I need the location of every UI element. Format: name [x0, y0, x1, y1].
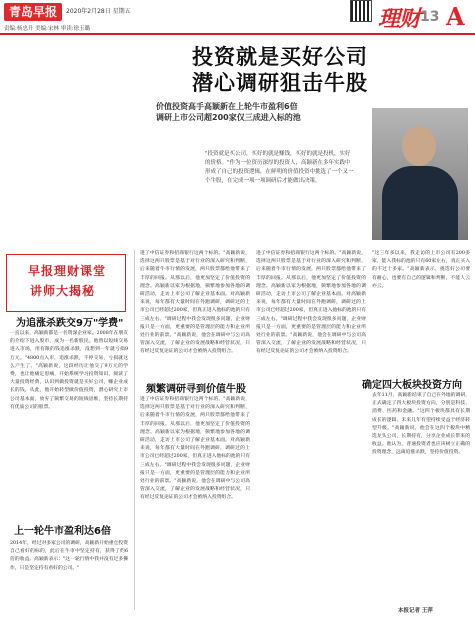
portrait-head: [402, 126, 436, 166]
section-heading-profit: 上一轮牛市盈利达6倍: [14, 526, 111, 537]
body-text-right-top: "这三年多以来，我走访的上市公司有200多家，能入我标的池的只有60家左右，真正买入的不过十多家。"高颖新表示，挑选好公司要有耐心，也要有自己的逻辑和判断，不能人云亦云。: [372, 251, 470, 289]
reporter-byline: 本报记者 王萍: [398, 608, 433, 614]
body-text-middle: 进了中信证券和招商银行这两个标的。"高颖新说，选择这两只股票是基于对行业的深入研究和判断，后来随着牛市行情的发展，两只股票都给他带来了丰厚的回报。从那以后，他更加坚定了价值投资的理念。高颖新以家为根据地，频繁地参加各地的调研活动，走访上市公司了解企业基本面。对高颖新来说，每年都有大量时间在外跑调研，调研过的上市公司已经超过200家，但真正进入他标的池的只有三成左右。"调研过程中我会发现很多问题，企业财报只是一方面，更重要的是管理层的能力和企业所处行业的前景。"高颖新说，他会在调研中与公司高管深入交流，了解企业的发展战略和经营状况，只有经过反复论证的公司才会被纳入投资组合。: [140, 397, 250, 501]
section-heading-research: 频繁调研寻到价值牛股: [146, 384, 246, 395]
body-text-center: 进了中信证券和招商银行这两个标的。"高颖新说，选择这两只股票是基于对行业的深入研究和判断，后来随着牛市行情的发展，两只股票都给他带来了丰厚的回报。从那以后，他更加坚定了价值投资的理念。高颖新以家为根据地，频繁地参加各地的调研活动，走访上市公司了解企业基本面。对高颖新来说，每年都有大量时间在外跑调研，调研过的上市公司已经超过200家，但真正进入他标的池的只有三成左右。"调研过程中我会发现很多问题，企业财报只是一方面，更重要的是管理层的能力和企业所处行业的前景。"高颖新说，他会在调研中与公司高管深入交流，了解企业的发展战略和经营状况，只有经过反复论证的公司才会被纳入投资组合。: [256, 251, 366, 355]
headline-line-1: 投资就是买好公司: [192, 45, 368, 69]
newspaper-logo: 青岛早报: [4, 3, 62, 21]
lead-paragraph: "投资就是买公司，买好的就是赚钱，买好的就是投机，实好的价格。"作为一位资历深厚的投资人，高颖新在多年实践中形成了自己的投资逻辑，在鲜明的价值投资中挑选了一个又一个牛股，在完成一项一项调研后才能做出决策。: [205, 151, 354, 184]
page-number: 13: [420, 9, 440, 25]
column-box-subtitle: 讲师大揭秘: [30, 284, 96, 298]
column-divider: [134, 250, 135, 610]
portrait-body: [382, 166, 458, 240]
subheadline: [156, 101, 336, 123]
section-heading-sectors: 确定四大板块投资方向: [362, 380, 462, 391]
headline: [130, 44, 430, 96]
section-title: 理财: [378, 7, 421, 32]
subhead-line-1: 价值投资高手高颖新在上轮牛市盈利6倍: [156, 102, 298, 111]
editor-credits: 责编:杨忠升 美编:宋林 审读:徐玉璐: [4, 26, 91, 32]
qr-code-icon: [350, 0, 372, 22]
subhead-line-2: 调研上市公司超200家仅三成进入标的池: [156, 113, 301, 122]
section-heading-tuition: 为追涨杀跌交9万"学费": [16, 318, 124, 329]
body-text-right: 去年11月，高颖新结束了自己在外地的调研，正式确定了四大板块投资方向，分别是科技、消费、医药和金融。"这四个板块都具有长期成长的逻辑，未来几年有望持续受益于经济转型升级。"高颖新说，他会在这四个板块中精选龙头公司，长期持有，分享企业成长带来的收益。他认为，普通投资者也应该树立正确的投资理念，远离追涨杀跌，坚持价值投资。: [372, 393, 470, 456]
issue-date: 2020年2月28日 星期五: [66, 8, 131, 15]
body-text-left: 一直以来，高颖新都是一名资深企业家。2008年在朋友的介绍下进入股市，成为一名新股民。他曾以短线交易进入市场，用有限的钱追涨杀跌，没想到一年就亏损9万元。"4800点入市，追涨杀跌，不停交易，亏损就这么产生了。"高颖新说，这段经历让他交了9万元的学费，也让他痛定思痛，开始系统学习投资知识，阅读了大量投资经典，认识到做投资就是买好公司，赚企业成长的钱。从此，他开始转型做价值投资，潜心研究上市公司基本面，放弃了频繁交易的短线思维，坚持长期持有优质公司的股票。: [10, 331, 128, 410]
page-letter: A: [446, 2, 465, 31]
body-text-left-bottom: 2014年，经过对多家公司的调研，高颖新开始重仓投资自己看好的标的，此后在牛市中坚定持有，获得了约6倍的收益。高颖新表示："这一轮行情中我并没有过多操作，只是坚定持有看好的公司。": [10, 541, 128, 571]
body-text-middle-top: 进了中信证券和招商银行这两个标的。"高颖新说，选择这两只股票是基于对行业的深入研究和判断，后来随着牛市行情的发展，两只股票都给他带来了丰厚的回报。从那以后，他更加坚定了价值投资的理念。高颖新以家为根据地，频繁地参加各地的调研活动，走访上市公司了解企业基本面。对高颖新来说，每年都有大量时间在外跑调研，调研过的上市公司已经超过200家，但真正进入他标的池的只有三成左右。"调研过程中我会发现很多问题，企业财报只是一方面，更重要的是管理层的能力和企业所处行业的前景。"高颖新说，他会在调研中与公司高管深入交流，了解企业的发展战略和经营状况，只有经过反复论证的公司才会被纳入投资组合。: [140, 251, 250, 355]
headline-line-2: 潜心调研狙击牛股: [192, 71, 368, 95]
masthead-rule: [0, 33, 475, 35]
portrait-photo: [372, 108, 468, 240]
column-box-title: 早报理财课堂: [28, 264, 107, 278]
